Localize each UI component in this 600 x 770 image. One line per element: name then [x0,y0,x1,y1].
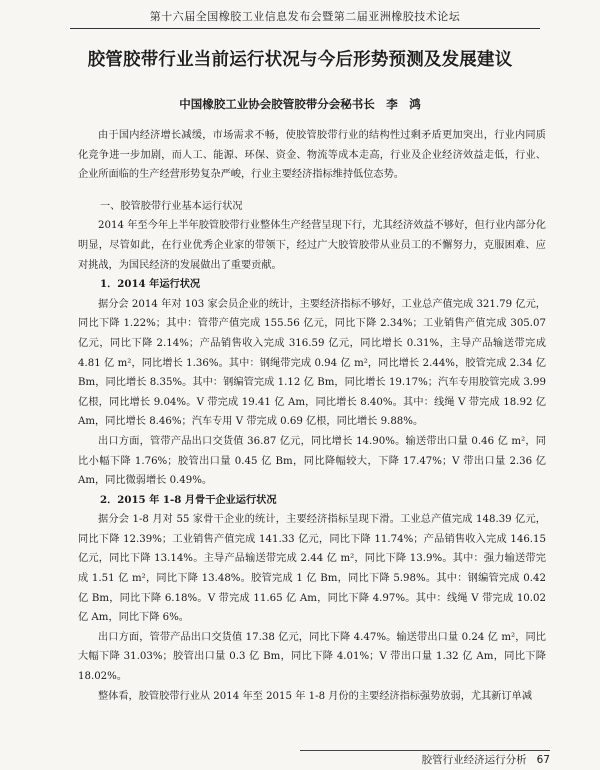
conclusion-paragraph: 整体看，胶管胶带行业从 2014 年至 2015 年 1-8 月份的主要经济指标强势放弱，尤其新订单减 [98,690,533,702]
article-body [78,126,546,706]
subsection-1-paragraph-1: 据分会 2014 年对 103 家会员企业的统计，主要经济指标不够好，工业总产值完成 321.79 亿元，同比下降 1.22%；其中：管带产值完成 155.56 亿元，同比下降 2.34%；工业销售产值完成 305.07 亿元，同比下降 2.14%；产品销售收入完成 316.59 亿元，同比增长 0.31%，主导产品输送带完成 4.81 亿 m²，同比增长 1.36%。其中：钢绳带完成 0.94 亿 m²，同比增长 2.44%，胶管完成 2.34 亿 Bm，同比增长 8.35%。其中：钢编管完成 1.12 亿 Bm，同比增长 19.17%；汽车专用胶管完成 3.99 亿根，同比增长 9.04%。V 带完成 19.41 亿 Am，同比增长 8.40%。其中：线绳 V 带完成 18.92 亿 Am，同比增长 8.46%；汽车专用 V 带完成 0.69 亿根，同比增长 9.88%。 [78,298,546,428]
subsection-2-paragraph-2: 出口方面，管带产品出口交货值 17.38 亿元，同比下降 4.47%。输送带出口量 0.24 亿 m²，同比大幅下降 31.03%；胶管出口量 0.3 亿 Bm，同比下降 4.01%；V 带出口量 1.32 亿 Am，同比下降 18.02%。 [78,631,546,683]
section-heading-1: 一、胶管胶带行业基本运行状况 [100,200,243,212]
page-number: 67 [536,754,550,766]
article-title: 胶管胶带行业当前运行状况与今后形势预测及发展建议 [87,50,513,70]
footer-label: 胶管行业经济运行分析 [421,754,527,766]
subsection-1-paragraph-2: 出口方面，管带产品出口交货值 36.87 亿元，同比增长 14.90%。输送带出口量 0.46 亿 m²，同比小幅下降 1.76%；胶管出口量 0.45 亿 Bm，同比降幅较大，下降 17.47%；V 带出口量 2.36 亿 Am，同比微弱增长 0.49%。 [78,435,546,487]
intro-paragraph: 由于国内经济增长减缓，市场需求不畅，使胶管胶带行业的结构性过剩矛盾更加突出，行业内同质化竞争进一步加剧，而人工、能源、环保、资金、物流等成本走高，行业及企业经济效益走低，行业、企业所面临的生产经营形势复杂严峻，行业主要经济指标维持低位态势。 [78,130,546,181]
page-footer [300,750,550,767]
section-1-paragraph: 2014 年至今年上半年胶管胶带行业整体生产经营呈现下行，尤其经济效益不够好，但行业内部分化明显，尽管如此，在行业优秀企业家的带领下，经过广大胶管胶带从业员工的不懈努力，克服困难、应对挑战，为国民经济的发展做出了重要贡献。 [78,220,546,271]
subsection-heading-2: 2．2015 年 1-8 月骨干企业运行状况 [100,493,277,506]
author-line: 中国橡胶工业协会胶管胶带分会秘书长 李 鸿 [179,97,421,111]
subsection-2-paragraph-1: 据分会 1-8 月对 55 家骨干企业的统计，主要经济指标呈现下滑。工业总产值完成 148.39 亿元，同比下降 12.39%；工业销售产值完成 141.33 亿元，同比下降 11.74%；产品销售收入完成 146.15 亿元，同比下降 13.14%。主导产品输送带完成 2.44 亿 m²，同比下降 13.9%。其中：强力输送带完成 1.51 亿 m²，同比下降 13.48%。胶管完成 1 亿 Bm，同比下降 5.98%。其中：钢编管完成 0.42 亿 Bm，同比下降 6.18%。V 带完成 11.65 亿 Am，同比下降 4.97%。其中：线绳 V 带完成 10.02 亿 Am，同比下降 6%。 [78,514,546,624]
running-header: 第十六届全国橡胶工业信息发布会暨第二届亚洲橡胶技术论坛 [70,8,540,29]
subsection-heading-1: 1．2014 年运行状况 [100,278,201,291]
